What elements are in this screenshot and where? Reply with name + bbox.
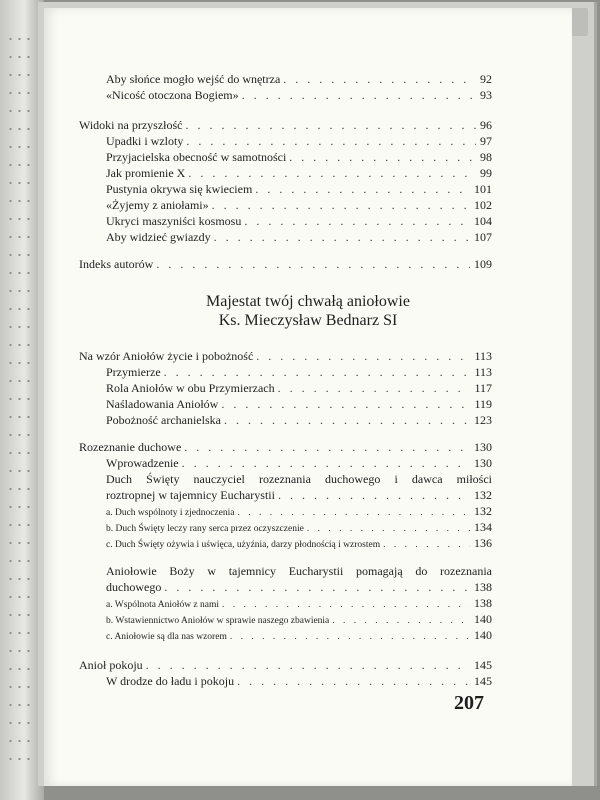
toc-entry-page: 101 — [474, 182, 492, 196]
toc-entry-title: Aby słońce mogło wejść do wnętrza — [106, 72, 281, 86]
toc-entry-page: 138 — [474, 580, 492, 594]
toc-subentry — [106, 520, 492, 536]
dot-leader — [146, 658, 470, 672]
dot-leader — [383, 538, 470, 552]
dot-leader — [255, 182, 470, 196]
toc-subentry-page: 140 — [474, 612, 492, 626]
toc-entry-line: Aniołowie Boży w tajemnicy Eucharystii pomagają do rozeznania — [106, 564, 492, 578]
toc-entry — [106, 413, 492, 427]
toc-entry — [106, 580, 492, 594]
toc-entry-page: 145 — [474, 658, 492, 672]
toc-entry-page: 102 — [474, 198, 492, 212]
dot-leader — [164, 365, 471, 379]
toc-entry — [106, 166, 492, 180]
toc-entry — [106, 230, 492, 244]
toc-entry-page: 130 — [474, 456, 492, 470]
dot-leader — [244, 214, 470, 228]
dot-leader — [278, 381, 471, 395]
toc-entry-page: 98 — [480, 150, 492, 164]
toc-entry — [106, 214, 492, 228]
toc-entry-page: 130 — [474, 440, 492, 454]
toc-subentry-page: 132 — [474, 504, 492, 518]
toc-entry-title: duchowego — [106, 580, 162, 594]
toc-entry — [106, 88, 492, 102]
toc-entry — [79, 349, 492, 363]
dot-leader — [186, 118, 477, 132]
toc-entry — [79, 440, 492, 454]
toc-entry-title: Rozeznanie duchowe — [79, 440, 182, 454]
toc-entry-title: Pustynia okrywa się kwieciem — [106, 182, 253, 196]
dot-leader — [278, 488, 470, 502]
book-page — [44, 8, 572, 786]
dot-leader — [222, 598, 470, 612]
toc-entry-title: Jak promienie X — [106, 166, 186, 180]
dot-leader — [212, 198, 470, 212]
dot-leader — [164, 580, 470, 594]
toc-entry-page: 119 — [474, 397, 492, 411]
toc-entry-title: Wprowadzenie — [106, 456, 179, 470]
dot-leader — [289, 150, 476, 164]
toc-entry — [106, 456, 492, 470]
dot-leader — [224, 413, 470, 427]
toc-entry-title: Na wzór Aniołów życie i pobożność — [79, 349, 254, 363]
dot-leader — [237, 674, 470, 688]
dot-leader — [283, 72, 476, 86]
toc-entry-page: 132 — [474, 488, 492, 502]
toc-entry-page: 92 — [480, 72, 492, 86]
toc-entry — [106, 150, 492, 164]
section-title: Majestat twój chwałą aniołowie — [206, 293, 410, 310]
dot-leader — [230, 630, 470, 644]
toc-entry — [106, 381, 492, 395]
dot-leader — [186, 134, 476, 148]
dot-leader — [332, 614, 470, 628]
toc-entry-page: 109 — [474, 257, 492, 271]
toc-subentry — [106, 504, 492, 520]
toc-subentry — [106, 612, 492, 628]
toc-entry — [106, 182, 492, 196]
dot-leader — [214, 230, 470, 244]
toc-entry-title: «Nicość otoczona Bogiem» — [106, 88, 239, 102]
toc-entry-title: Rola Aniołów w obu Przymierzach — [106, 381, 275, 395]
toc-entry-page: 145 — [474, 674, 492, 688]
toc-entry — [106, 674, 492, 688]
toc-subentry-page: 140 — [474, 628, 492, 642]
toc-subentry — [106, 628, 492, 644]
toc-entry-title: Widoki na przyszłość — [79, 118, 183, 132]
toc-entry-title: Upadki i wzloty — [106, 134, 184, 148]
dot-leader — [221, 397, 470, 411]
toc-subentry — [106, 596, 492, 612]
dot-leader — [188, 166, 476, 180]
toc-entry-title: Pobożność archanielska — [106, 413, 221, 427]
toc-entry — [106, 397, 492, 411]
toc-subentry — [106, 536, 492, 552]
dot-leader — [156, 257, 470, 271]
toc-entry-title: Przymierze — [106, 365, 161, 379]
section-author: Ks. Mieczysław Bednarz SI — [218, 312, 398, 329]
toc-entry — [79, 118, 492, 132]
toc-entry-page: 99 — [480, 166, 492, 180]
spine-texture — [6, 30, 36, 770]
toc-subentry-title: b. Wstawiennictwo Aniołów w sprawie naszego zbawienia — [106, 616, 330, 626]
toc-entry — [106, 488, 492, 502]
toc-subentry-page: 134 — [474, 520, 492, 534]
dot-leader — [182, 456, 470, 470]
toc-entry — [79, 658, 492, 672]
toc-entry-title: Aby widzieć gwiazdy — [106, 230, 211, 244]
toc-entry — [106, 134, 492, 148]
toc-subentry-title: a. Wspólnota Aniołów z nami — [106, 600, 220, 610]
toc-entry-page: 117 — [474, 381, 492, 395]
toc-entry-title: «Żyjemy z aniołami» — [106, 198, 209, 212]
dot-leader — [256, 349, 470, 363]
toc-entry-page: 97 — [480, 134, 492, 148]
toc-entry-page: 93 — [480, 88, 492, 102]
dot-leader — [237, 506, 470, 520]
toc-entry-page: 123 — [474, 413, 492, 427]
page-number: 207 — [454, 692, 484, 714]
toc-entry-title: W drodze do ładu i pokoju — [106, 674, 235, 688]
toc-entry-line: Duch Święty nauczyciel rozeznania duchowego i dawca miłości — [106, 472, 492, 486]
toc-entry-title: Ukryci maszyniści kosmosu — [106, 214, 242, 228]
toc-subentry-page: 138 — [474, 596, 492, 610]
dot-leader — [184, 440, 470, 454]
toc-subentry-title: c. Aniołowie są dla nas wzorem — [106, 632, 227, 642]
toc-entry-title: Anioł pokoju — [79, 658, 143, 672]
toc-entry-title: Indeks autorów — [79, 257, 154, 271]
toc-entry-page: 96 — [480, 118, 492, 132]
toc-entry-page: 113 — [474, 349, 492, 363]
toc-subentry-page: 136 — [474, 536, 492, 550]
dot-leader — [242, 88, 476, 102]
toc-subentry-title: c. Duch Święty ożywia i uświęca, użyźnia, darzy płodnością i wzrostem — [106, 540, 381, 550]
toc-entry — [106, 365, 492, 379]
toc-entry-page: 104 — [474, 214, 492, 228]
toc-entry-page: 113 — [474, 365, 492, 379]
toc-entry-title: Przyjacielska obecność w samotności — [106, 150, 287, 164]
toc-subentry-title: b. Duch Święty leczy rany serca przez oczyszczenie — [106, 524, 304, 534]
toc-entry-title: roztropnej w tajemnicy Eucharystii — [106, 488, 275, 502]
toc-subentry-title: a. Duch wspólnoty i zjednoczenia — [106, 508, 235, 518]
toc-entry — [79, 257, 492, 271]
toc-entry-page: 107 — [474, 230, 492, 244]
toc-entry-title: Naśladowania Aniołów — [106, 397, 219, 411]
dot-leader — [307, 522, 470, 536]
toc-entry — [106, 72, 492, 86]
toc-entry — [106, 198, 492, 212]
